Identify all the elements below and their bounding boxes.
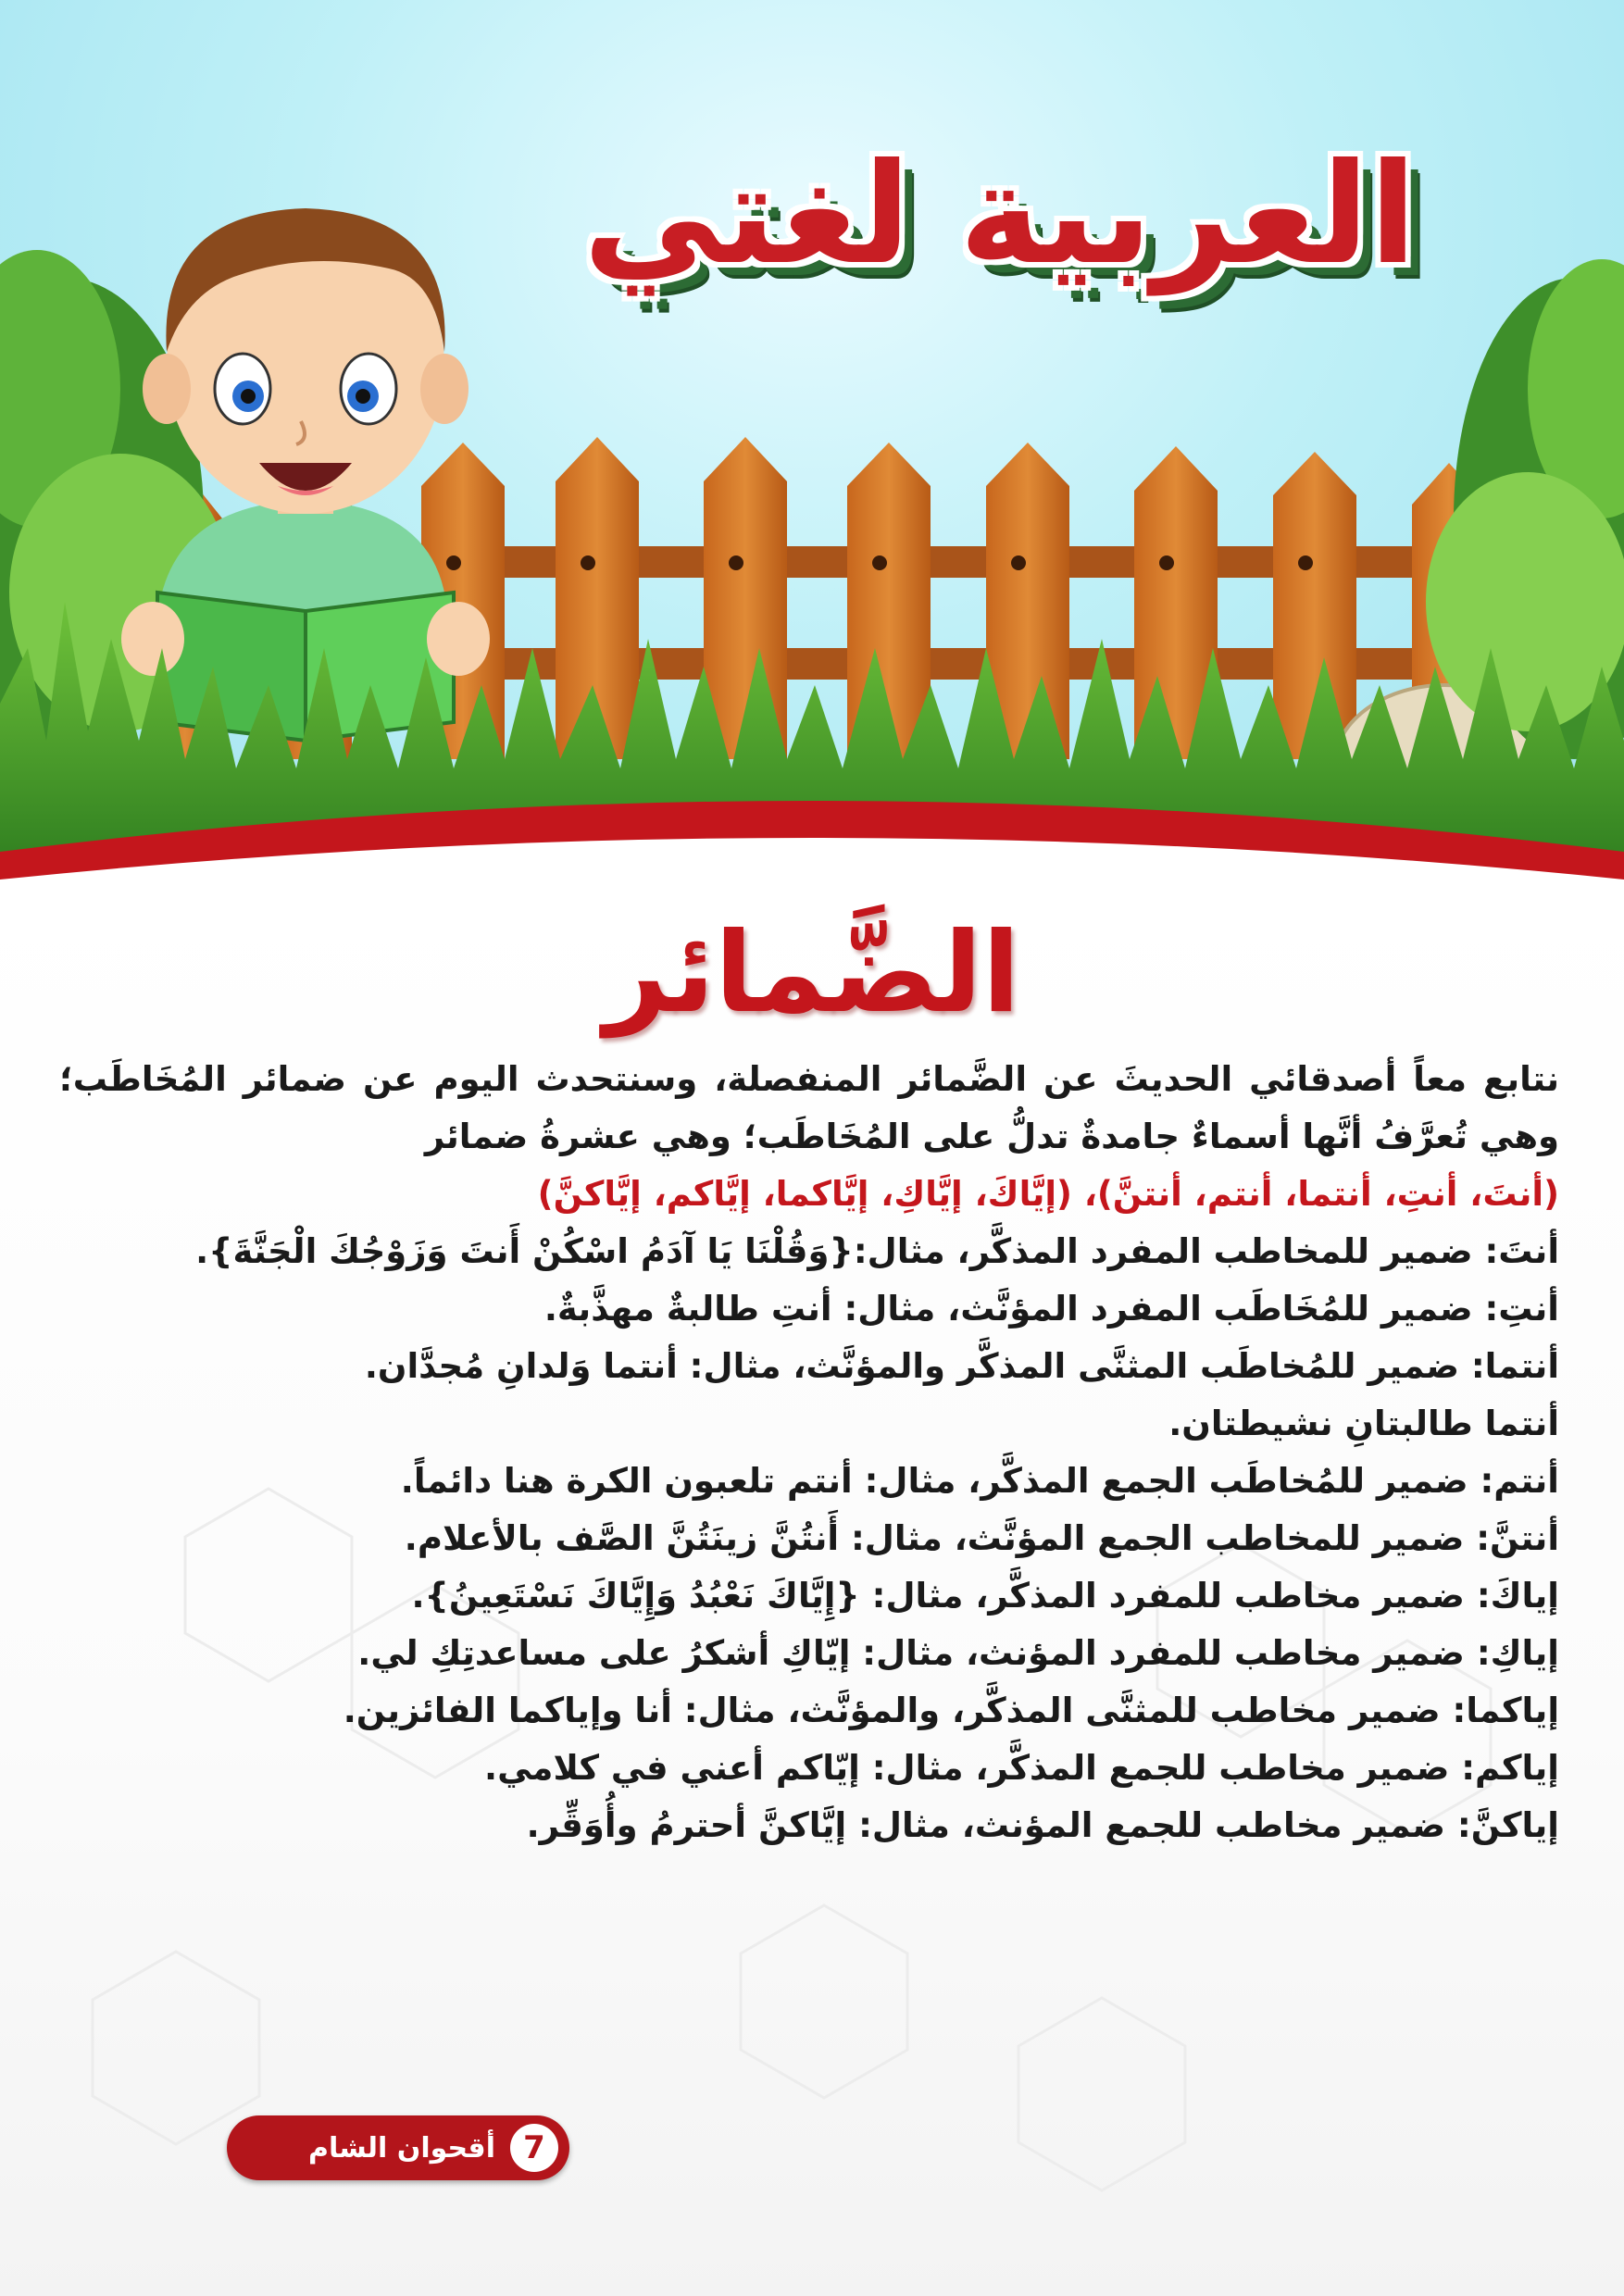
pronoun-item-iyyaka: إياكَ: ضمير مخاطب للمفرد المذكَّر، مثال: {إِيَّاكَ نَعْبُدُ وَإِيَّاكَ نَسْتَعِينُ}.	[411, 1576, 1559, 1616]
pronoun-item-iyyakunna: إياكنَّ: ضمير مخاطب للجمع المؤنث، مثال: إيَّاكنَّ أحترمُ وأُوَقِّر.	[526, 1805, 1559, 1845]
intro-paragraph	[59, 1051, 1559, 1223]
lesson-title: الضَّمائر	[604, 909, 1020, 1038]
pronoun-item-anti: أنتِ: ضمير للمُخَاطَب المفرد المؤنَّث، مثال: أنتِ طالبةٌ مهذَّبةٌ.	[543, 1289, 1559, 1329]
header-illustration	[0, 0, 1624, 889]
pronoun-item-antunna: أنتنَّ: ضمير للمخاطب الجمع المؤنَّث، مثال: أَنتُنَّ زينَتُنَّ الصَّف بالأعلام.	[404, 1518, 1559, 1558]
pronoun-item-iyyakuma: إياكما: ضمير مخاطب للمثنَّى المذكَّر، والمؤنَّث، مثال: أنا وإياكما الفائزين.	[343, 1691, 1559, 1730]
pronoun-item-iyyaki: إياكِ: ضمير مخاطب للمفرد المؤنث، مثال: إيّاكِ أشكرُ على مساعدتِكِ لي.	[357, 1633, 1559, 1673]
page-footer-badge	[227, 2115, 569, 2180]
pronoun-item-anta: أنتَ: ضمير للمخاطب المفرد المذكَّر، مثال:{وَقُلْنَا يَا آدَمُ اسْكُنْ أَنتَ وَزَوْجُكَ الْجَنَّةَ}.	[195, 1231, 1559, 1271]
lesson-text	[59, 1051, 1559, 1854]
pronoun-item-antuma-example: أنتما طالبتانِ نشيطتان.	[1168, 1404, 1559, 1443]
publisher-name: أقحوان الشام	[307, 2131, 495, 2165]
pronoun-item-antum: أنتم: ضمير للمُخاطَب الجمع المذكَّر، مثال: أنتم تلعبون الكرة هنا دائماً.	[400, 1461, 1559, 1501]
pronoun-item-iyyakum: إياكم: ضمير مخاطب للجمع المذكَّر، مثال: إيّاكم أعني في كلامي.	[484, 1748, 1559, 1788]
pronoun-list: (أنتَ، أنتِ، أنتما، أنتم، أنتنَّ)، (إيَّاكَ، إيَّاكِ، إيَّاكما، إيَّاكم، إيَّاكنَّ)	[537, 1174, 1559, 1214]
garden-scene	[0, 0, 1624, 889]
intro-text: نتابع معاً أصدقائي الحديثَ عن الضَّمائر المنفصلة، وسنتحدث اليوم عن ضمائر المُخَاطَب؛ وهي تُعرَّفُ أنَّها أسماءٌ جامدةٌ تدلُّ على المُخَاطَب؛ وهي عشرةُ ضمائر	[59, 1059, 1559, 1156]
page-number: 7	[510, 2124, 558, 2172]
app-title: العربية لغتي	[582, 134, 1418, 295]
pronoun-item-antuma: أنتما: ضمير للمُخاطَب المثنَّى المذكَّر والمؤنَّث، مثال: أنتما وَلدانِ مُجدَّان.	[364, 1346, 1559, 1386]
content-area	[0, 889, 1624, 2296]
